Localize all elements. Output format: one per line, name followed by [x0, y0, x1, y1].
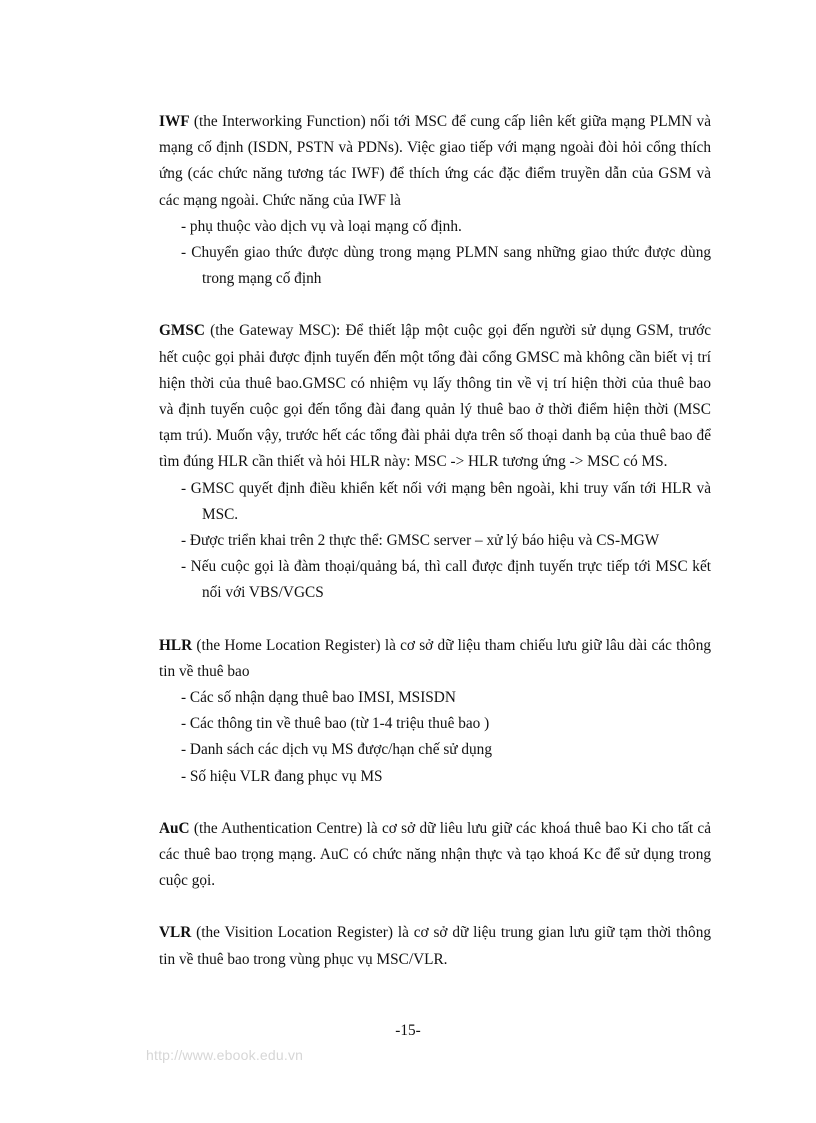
bullet-list-gmsc — [159, 476, 711, 607]
definition-vlr: (the Visition Location Register) là cơ sở dữ liệu trung gian lưu giữ tạm thời thông tin về thuê bao trong vùng phục vụ MSC/VLR. — [159, 924, 711, 968]
term-gmsc: GMSC — [159, 322, 205, 340]
paragraph-auc — [159, 816, 711, 895]
list-item: - Được triển khai trên 2 thực thể: GMSC server – xử lý báo hiệu và CS-MGW — [181, 532, 660, 550]
section-hlr — [159, 633, 711, 790]
list-item: - GMSC quyết định điều khiển kết nối với mạng bên ngoài, khi truy vấn tới HLR và MSC. — [181, 479, 711, 523]
bullet-list-hlr — [159, 685, 711, 790]
watermark-url: http://www.ebook.edu.vn — [146, 1047, 304, 1063]
list-item: - Số hiệu VLR đang phục vụ MS — [181, 767, 383, 785]
section-vlr — [159, 920, 711, 972]
section-auc — [159, 816, 711, 895]
definition-iwf: (the Interworking Function) nối tới MSC để cung cấp liên kết giữa mạng PLMN và mạng cố định (ISDN, PSTN và PDNs). Việc giao tiếp với mạng ngoài đòi hỏi cổng thích ứng (các chức năng tương tác IWF) để thích ứng các đặc điểm truyền dẫn của GSM và các mạng ngoài. Chức năng của IWF là — [159, 113, 711, 209]
list-item: - Các thông tin về thuê bao (từ 1-4 triệu thuê bao ) — [181, 715, 490, 733]
definition-hlr: (the Home Location Register) là cơ sở dữ liệu tham chiếu lưu giữ lâu dài các thông tin về thuê bao — [159, 636, 711, 680]
section-iwf — [159, 109, 711, 292]
definition-gmsc: (the Gateway MSC): Để thiết lập một cuộc gọi đến người sử dụng GSM, trước hết cuộc gọi phải được định tuyến đến một tổng đài cổng GMSC mà không cần biết vị trí hiện thời của thuê bao.GMSC có nhiệm vụ lấy thông tin về vị trí hiện thời của thuê bao và định tuyến cuộc gọi đến tổng đài đang quản lý thuê bao ở thời điểm hiện thời (MSC tạm trú). Muốn vậy, trước hết các tổng đài phải dựa trên số thoại danh bạ của thuê bao để tìm đúng HLR cần thiết và hỏi HLR này: MSC -> HLR tương ứng -> MSC có MS. — [159, 322, 711, 471]
definition-auc: (the Authentication Centre) là cơ sở dữ liêu lưu giữ các khoá thuê bao Ki cho tất cả các thuê bao trọng mạng. AuC có chức năng nhận thực và tạo khoá Kc để sử dụng trong cuộc gọi. — [159, 819, 711, 890]
list-item: - phụ thuộc vào dịch vụ và loại mạng cố định. — [181, 217, 462, 235]
section-gmsc — [159, 318, 711, 606]
paragraph-iwf — [159, 109, 711, 214]
term-auc: AuC — [159, 819, 190, 837]
document-body — [159, 109, 711, 973]
page-number: -15- — [395, 1022, 421, 1039]
list-item: - Danh sách các dịch vụ MS được/hạn chế sử dụng — [181, 741, 492, 759]
paragraph-gmsc — [159, 318, 711, 475]
term-iwf: IWF — [159, 113, 190, 130]
list-item: - Chuyển giao thức được dùng trong mạng PLMN sang những giao thức được dùng trong mạng cố định — [181, 244, 711, 288]
term-hlr: HLR — [159, 636, 193, 654]
paragraph-vlr — [159, 920, 711, 972]
bullet-list-iwf — [159, 214, 711, 293]
paragraph-hlr — [159, 633, 711, 685]
list-item: - Các số nhận dạng thuê bao IMSI, MSISDN — [181, 689, 456, 707]
term-vlr: VLR — [159, 924, 192, 942]
list-item: - Nếu cuộc gọi là đàm thoại/quảng bá, thì call được định tuyến trực tiếp tới MSC kết nối với VBS/VGCS — [181, 558, 711, 602]
